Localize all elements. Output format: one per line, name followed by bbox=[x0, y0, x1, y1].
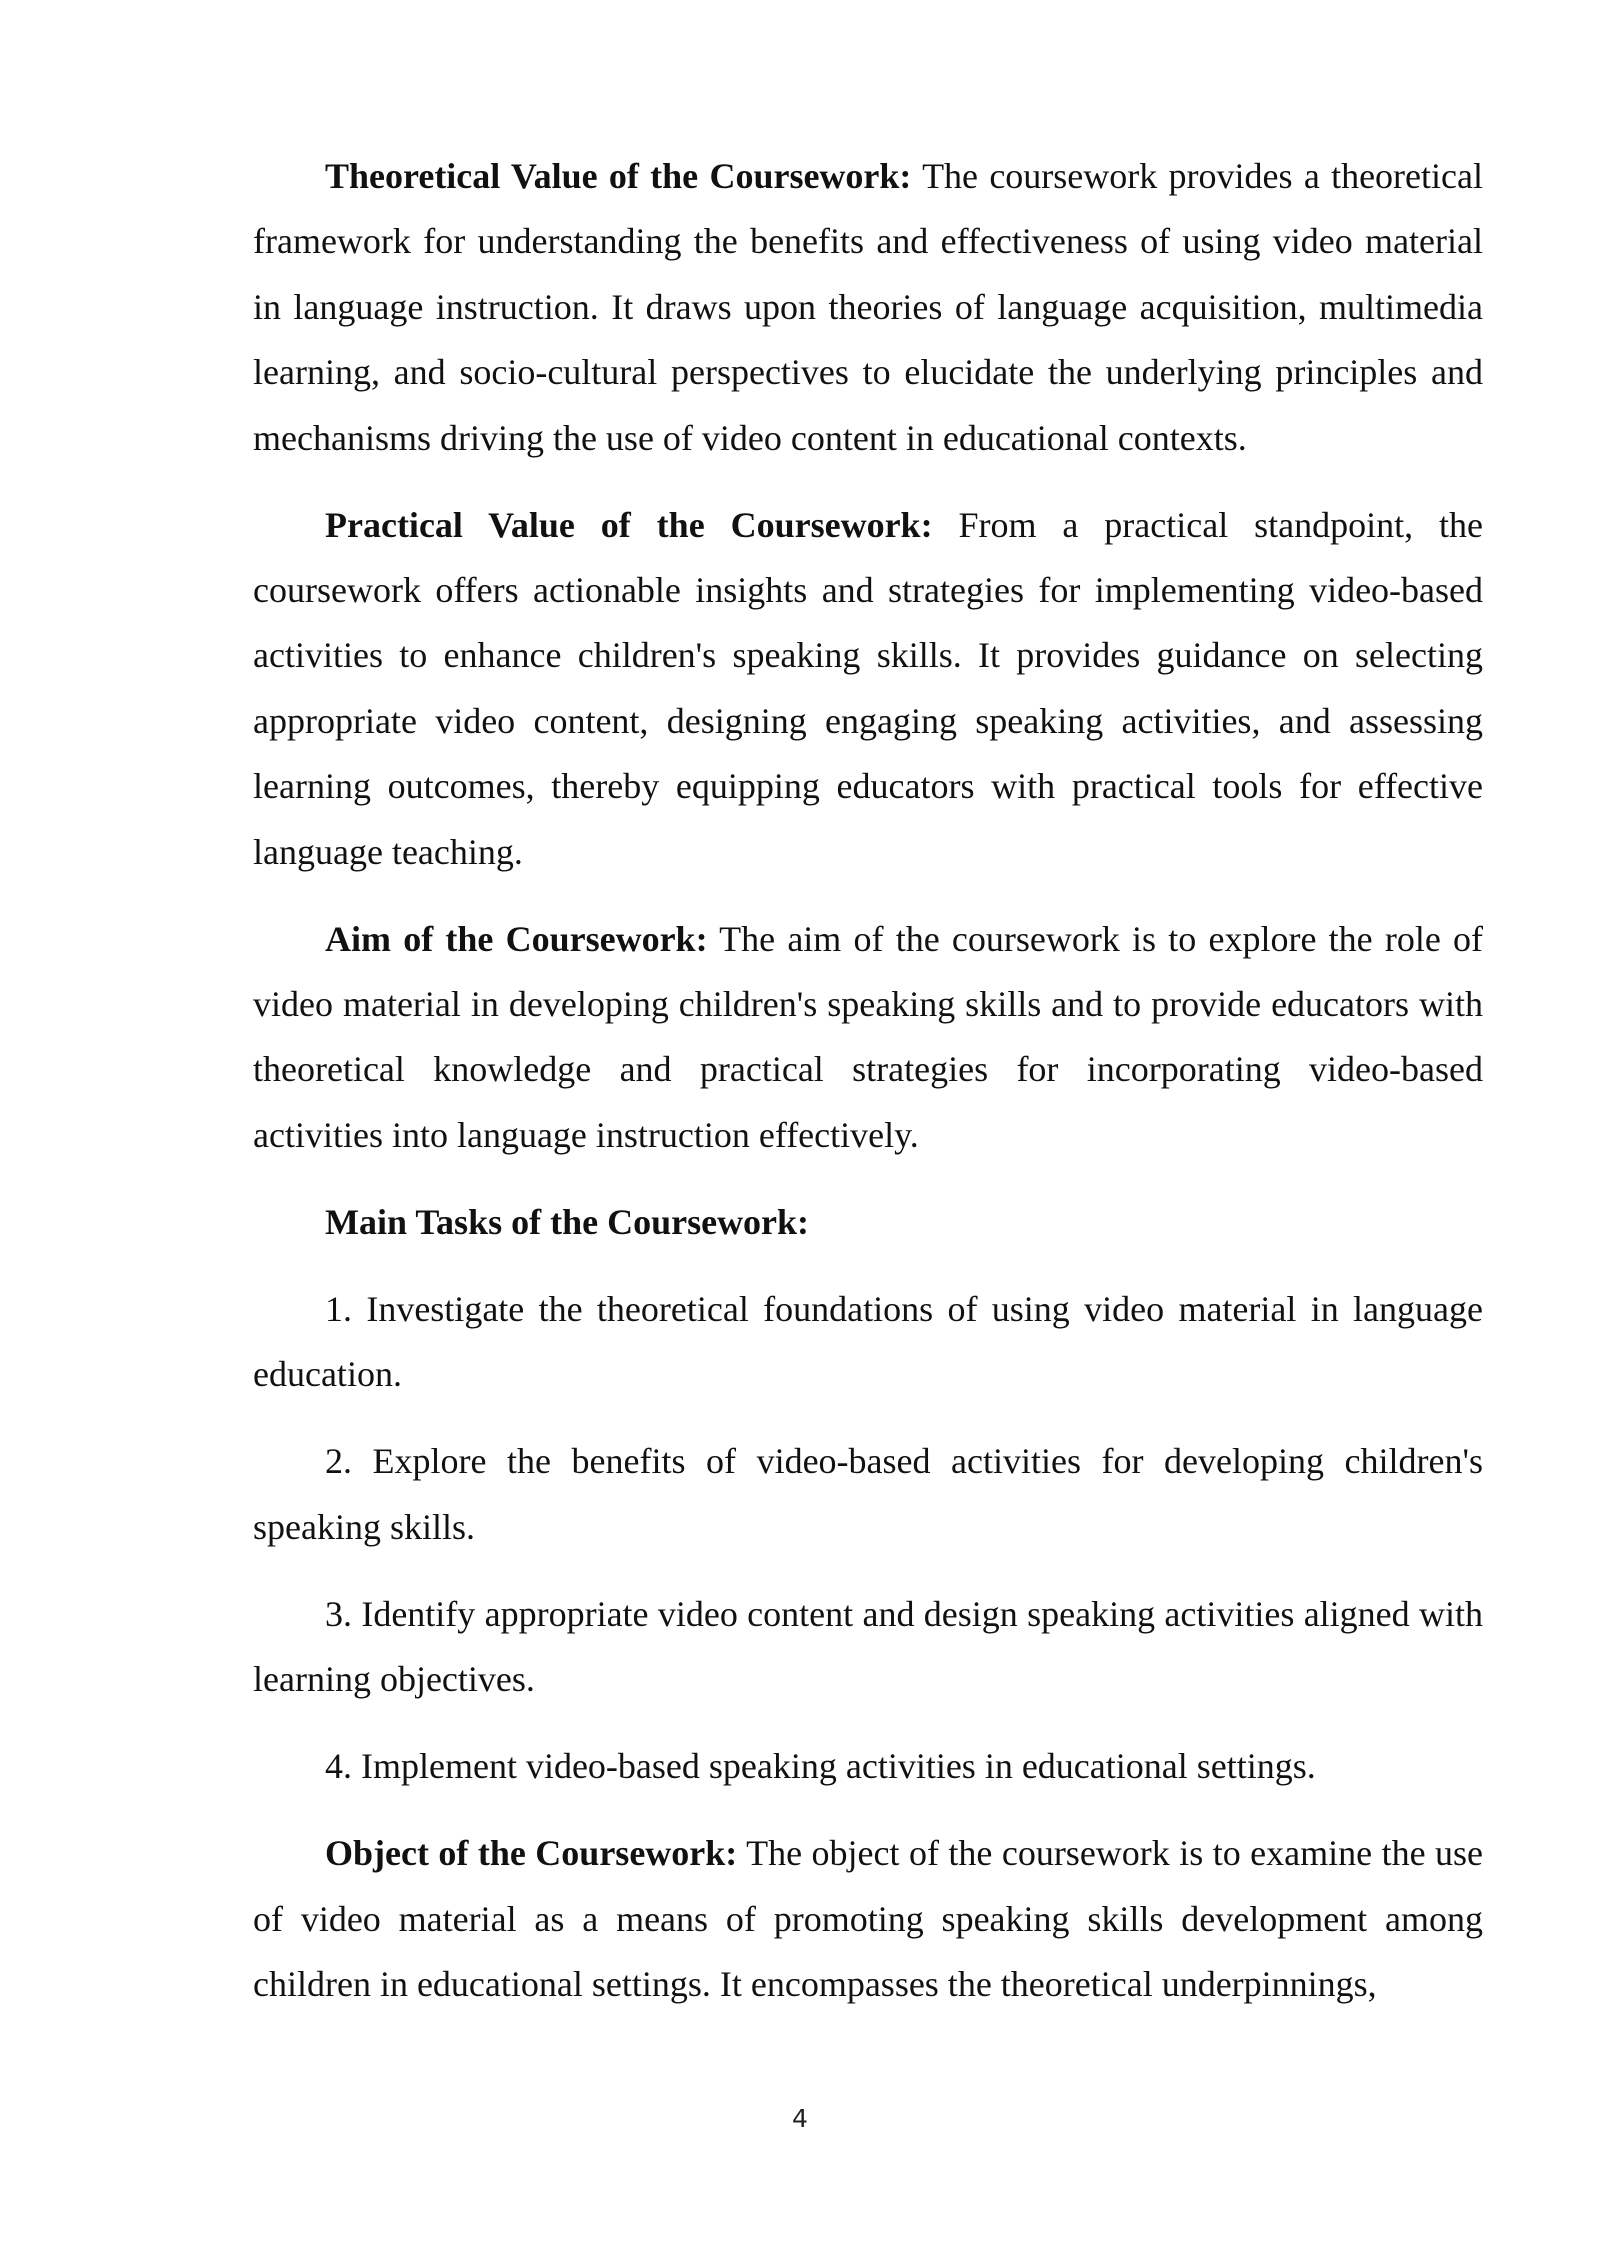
paragraph-text: 3. Identify appropriate video content and design speaking activities aligned with learning objectives. bbox=[253, 1593, 1483, 1700]
task-item-4 bbox=[253, 1734, 1483, 1799]
paragraph-heading: Theoretical Value of the Coursework: bbox=[325, 156, 912, 196]
task-item-1 bbox=[253, 1277, 1483, 1408]
paragraph-text: The object of the coursework is to examine the use of video material as a means of promoting speaking skills development among children in educational settings. It encompasses the theoretical underpinnings, bbox=[253, 1833, 1483, 2004]
page-number: 4 bbox=[792, 2104, 808, 2133]
paragraph-theoretical-value bbox=[253, 144, 1483, 471]
paragraph-practical-value bbox=[253, 493, 1483, 885]
paragraph-heading: Practical Value of the Coursework: bbox=[325, 504, 933, 545]
page-body bbox=[253, 144, 1483, 2039]
paragraph-heading: Object of the Coursework: bbox=[325, 1833, 738, 1874]
paragraph-text: 4. Implement video-based speaking activities in educational settings. bbox=[325, 1746, 1316, 1787]
task-item-2 bbox=[253, 1429, 1483, 1560]
paragraph-object bbox=[253, 1821, 1483, 2017]
paragraph-text: 1. Investigate the theoretical foundations of using video material in language education. bbox=[253, 1288, 1483, 1395]
task-item-3 bbox=[253, 1582, 1483, 1713]
paragraph-text: The aim of the coursework is to explore the role of video material in developing children's speaking skills and to provide educators with theoretical knowledge and practical strategies for incorporating video-based activities into language instruction effectively. bbox=[253, 918, 1484, 1155]
paragraph-aim bbox=[253, 907, 1483, 1169]
paragraph-text: From a practical standpoint, the coursework offers actionable insights and strategies for implementing video-based activities to enhance children's speaking skills. It provides guidance on selecting appropriate video content, designing engaging speaking activities, and assessing learning outcomes, thereby equipping educators with practical tools for effective language teaching. bbox=[253, 504, 1483, 872]
paragraph-main-tasks-heading bbox=[253, 1190, 1483, 1255]
paragraph-heading: Aim of the Coursework: bbox=[325, 918, 708, 959]
paragraph-heading: Main Tasks of the Coursework: bbox=[325, 1201, 810, 1242]
paragraph-text: The coursework provides a theoretical framework for understanding the benefits and effectiveness of using video material in language instruction. It draws upon theories of language acquisition, multimedia learning, and socio-cultural perspectives to elucidate the underlying principles and mechanisms driving the use of video content in educational contexts. bbox=[253, 156, 1483, 458]
paragraph-text: 2. Explore the benefits of video-based activities for developing children's speaking skills. bbox=[253, 1441, 1483, 1547]
